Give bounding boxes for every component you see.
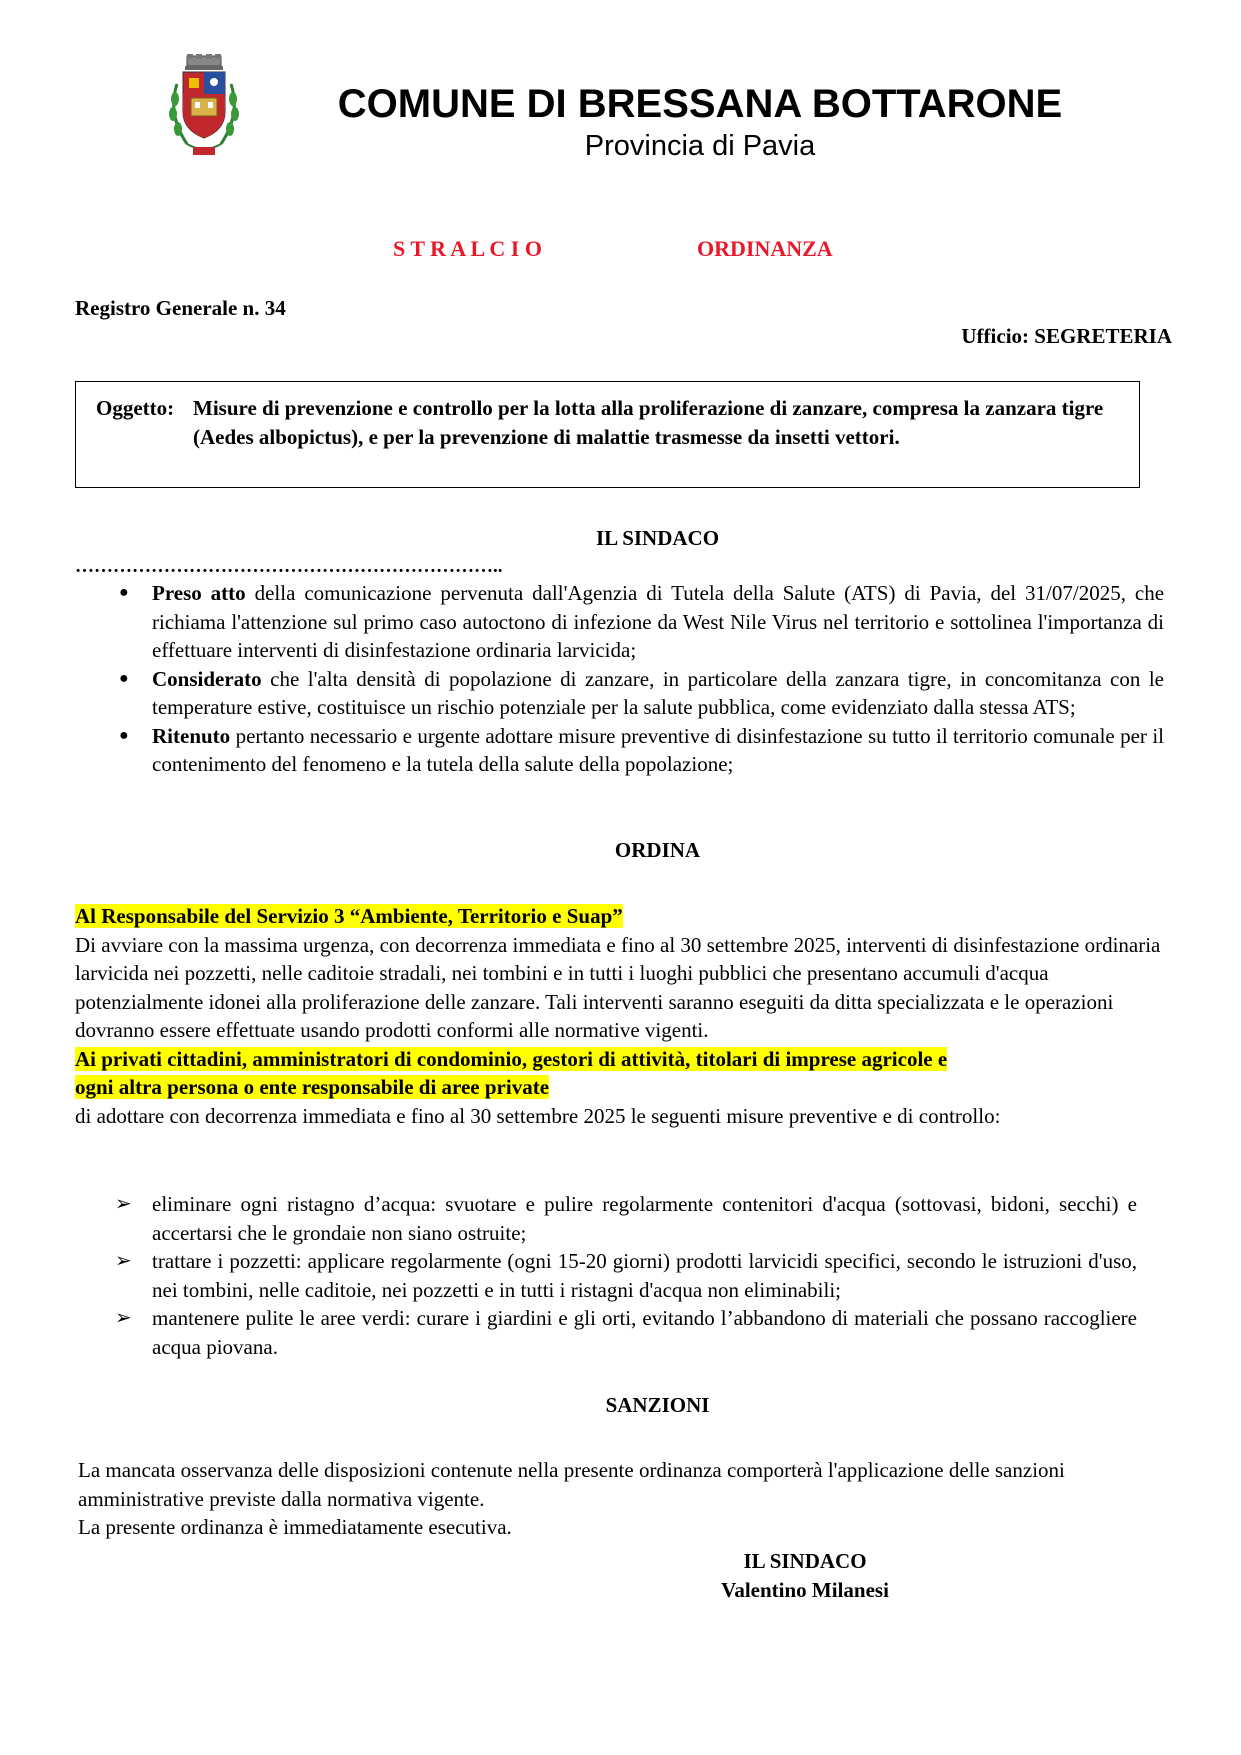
measure-text: applicare regolarmente (ogni 15-20 giorni) prodotti larvicidi specifici, secondo le istruzioni d'uso, nei tombini, nelle caditoie, nei pozzetti e in tutti i ristagni d'acqua non eliminabili; xyxy=(152,1249,1137,1302)
measure-item xyxy=(115,1247,1137,1304)
premises-list xyxy=(119,579,1165,779)
order2-text: di adottare con decorrenza immediata e fino al 30 settembre 2025 le seguenti misure preventive e di controllo: xyxy=(75,1103,1001,1128)
orders-heading: ORDINA xyxy=(614,838,701,862)
premise-item xyxy=(119,722,1164,779)
sanctions-heading: SANZIONI xyxy=(605,1393,710,1417)
municipality-title: COMUNE DI BRESSANA BOTTARONE xyxy=(337,82,1063,126)
order2-recipient-line1: Ai privati cittadini, amministratori di condominio, gestori di attività, titolari di imprese agricole e xyxy=(75,1046,948,1071)
order2-recipient-line2: ogni altra persona o ente responsabile di aree private xyxy=(75,1075,550,1099)
premise-text: della comunicazione pervenuta dall'Agenzia di Tutela della Salute (ATS) di Pavia, del 31/07/2025, che richiama l'attenzione sul primo caso autoctono di infezione da West Nile Virus nel territorio e sottolinea l'importanza di effettuare interventi di disinfestazione ordinaria larvicida; xyxy=(152,581,1165,662)
arrowhead-bullet-icon: ➢ xyxy=(115,1193,132,1215)
executive-text: La presente ordinanza è immediatamente esecutiva. xyxy=(78,1515,512,1539)
bullet-dot-icon: ● xyxy=(119,584,129,601)
dots-separator: ………………………………………………………….. xyxy=(75,556,503,577)
registry-number: Registro Generale n. 34 xyxy=(75,296,286,320)
sanctions-text: La mancata osservanza delle disposizioni contenute nella presente ordinanza comporterà l'applicazione delle sanzioni amministrative previste dalla normativa vigente. xyxy=(78,1458,1065,1511)
order1-text: Di avviare con la massima urgenza, con decorrenza immediata e fino al 30 settembre 2025, interventi di disinfestazione ordinaria larvicida nei pozzetti, nelle caditoie stradali, nei tombini e in tutti i luoghi pubblici che presentano accumuli d'acqua potenzialmente idonei alla proliferazione delle zanzare. Tali interventi saranno eseguiti da ditta specializzata e le operazioni dovranno essere effettuate usando prodotti conformi alle normative vigenti. xyxy=(75,932,1161,1042)
premise-item xyxy=(119,665,1164,722)
premise-lead: Preso atto xyxy=(152,581,246,605)
premise-item xyxy=(119,579,1165,665)
ordinanza-label: ORDINANZA xyxy=(697,236,833,261)
bullet-dot-icon: ● xyxy=(119,726,129,744)
premise-text: pertanto necessario e urgente adottare misure preventive di disinfestazione su tutto il territorio comunale per il contenimento del fenomeno e la tutela della salute della popolazione; xyxy=(152,723,1164,776)
measure-lead: trattare i pozzetti: xyxy=(152,1249,302,1273)
subject-label: Oggetto: xyxy=(96,396,175,420)
premise-text: che l'alta densità di popolazione di zanzare, in particolare della zanzara tigre, in concomitanza con le temperature estive, costituisce un rischio potenziale per la salute pubblica, come evidenziato dalla stessa ATS; xyxy=(152,666,1164,719)
measure-lead: eliminare ogni ristagno d’acqua: xyxy=(152,1192,437,1216)
signature-role: IL SINDACO xyxy=(743,1549,867,1573)
measure-text: svuotare e pulire regolarmente contenitori d'acqua (sottovasi, bidoni, secchi) e accertarsi che le grondaie non siano ostruite; xyxy=(152,1192,1137,1245)
signature-name: Valentino Milanesi xyxy=(721,1578,889,1602)
measure-text: : curare i giardini e gli orti, evitando l’abbandono di materiali che possano raccogliere acqua piovana. xyxy=(152,1306,1138,1359)
province-subtitle: Provincia di Pavia xyxy=(584,130,816,162)
sanctions-section xyxy=(78,1456,1168,1542)
subject-text-content: Misure di prevenzione e controllo per la lotta alla proliferazione di zanzare, compresa la zanzara tigre (Aedes albopictus), e per la prevenzione di malattie trasmesse da insetti vettori. xyxy=(193,396,1104,449)
order1-recipient: Al Responsabile del Servizio 3 “Ambiente, Territorio e Suap” xyxy=(75,904,623,928)
municipal-crest-icon xyxy=(165,54,243,166)
measures-list xyxy=(115,1190,1138,1361)
signature-block xyxy=(640,1547,970,1605)
subject-box xyxy=(75,381,1140,488)
arrowhead-bullet-icon: ➢ xyxy=(115,1250,132,1272)
arrowhead-bullet-icon: ➢ xyxy=(115,1307,132,1329)
premise-lead: Ritenuto xyxy=(152,723,231,748)
mayor-heading: IL SINDACO xyxy=(595,526,720,550)
measure-item xyxy=(115,1304,1138,1361)
office-label: Ufficio: SEGRETERIA xyxy=(961,324,1172,348)
subject-text xyxy=(193,394,1133,452)
bullet-dot-icon: ● xyxy=(119,669,129,687)
order-section-1 xyxy=(75,902,1165,1130)
measure-lead: mantenere pulite le aree verdi xyxy=(152,1306,405,1330)
premise-lead: Considerato xyxy=(152,666,262,691)
stralcio-label: S T R A L C I O xyxy=(393,236,542,261)
measure-item xyxy=(115,1190,1137,1247)
